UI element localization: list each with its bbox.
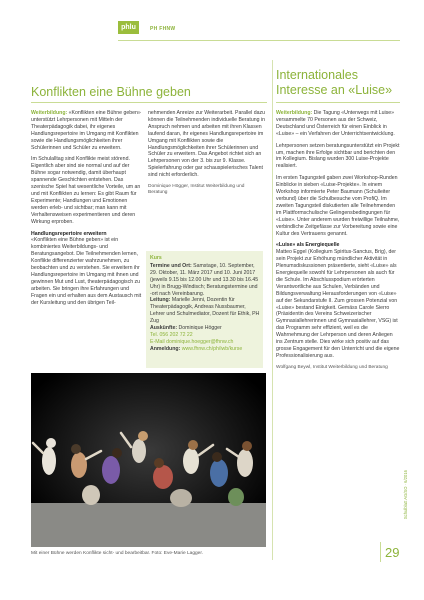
- info-register-link[interactable]: www.fhnw.ch/ph/iwb/kurse: [180, 345, 243, 352]
- course-info-text: [150, 255, 260, 365]
- paragraph: Im Schulalltag sind Konflikte meist störend. Eigentlich aber sind sie normal und auf der Bühne sogar notwendig, damit überhaupt spannende Geschichten entstehen. Das szenische Spiel hat wesentliche Vorteile, um an und mit Konflikten zu lernen: Es gibt Raum für Experimente; Handlungen und Emotionen werden erleb- und sichtbar; man kann mit Verhaltensweisen experimentieren und deren Wirkung erproben.: [31, 156, 141, 225]
- info-contact-text: Dominique Högger: [177, 325, 222, 332]
- lead-paragraph: [276, 110, 400, 138]
- side-label: Schulblatt AG/SO · 6/2016: [403, 470, 408, 520]
- logo: phlu: [118, 21, 139, 34]
- right-title-line1: Internationales: [276, 68, 359, 82]
- course-info-box: [146, 251, 263, 368]
- photo-caption: Mit einer Bühne werden Konflikte sicht- und bearbeitbar. Foto: Eve-Marie Lagger.: [31, 551, 203, 556]
- paragraph: Matteo Eggel (Kollegium Spiritus-Sanctus, Brig), der sein Projekt zur Erhöhung mündlicher Aktivität in Plenumsdiskussionen präsentierte, sieht «Luise» als Energiequelle sowohl für Lehrpersonen als auch für die Schule. Im Abschlusspodium erörterten Verantwortliche aus Schulen, Verbänden und Bildungsverwaltung Herausforderungen von «Luise» auf der Sekundarstufe II. Zum grossen Potenzial von «Luise» bestand Einigkeit. Gemäss Carole Sierro (Präsidentin des Vereins Schweizerischer Gymnasiallehrerinnen und Gymnasiallehrer, VSG) ist das Programm sehr effizient, weil es die Wahrnehmung der Lehrperson und deren Anliegen ins Zentrum stelle. Dies wirke sich positiv auf das grosse Engagement für den Unterricht und die eigene Professionalisierung aus.: [276, 249, 400, 359]
- lead-paragraph: [31, 110, 143, 151]
- info-dates-text: Samstage, 10. September, 29. Oktober, 11. März 2017 und 10. Juni 2017 (jeweils 9.15 bis 12.00 Uhr und 13.30 bis 16.45 Uhr) in Brugg-Windisch; Beratungstermine und -ort nach Vereinbarung.: [150, 262, 259, 297]
- info-register-label: Anmeldung:: [150, 345, 181, 352]
- info-lead-label: Leitung:: [150, 297, 171, 304]
- info-lead-text: Marielle Jenni, Dozentin für Theaterpädagogik, Andreas Nussbaumer, Lehrer und Schulmediator, Dozent für Ethik, PH Zug: [150, 297, 260, 325]
- paragraph: Lehrpersonen setzen beratungsunterstützt ein Projekt um, machen ihre Erfolge sichtbar und berichten den im Kollegium. Bislang wurden 300 Luise-Projekte realisiert.: [276, 142, 400, 170]
- lead-text: Die Tagung «Unterwegs mit Luise» versammelte 70 Personen aus der Schweiz, Deutschland und Österreich für einen Einblick in «Luise» – ein Verfahren der Unterrichtsentwicklung.: [276, 110, 395, 137]
- paragraph: Im ersten Tagungsteil gaben zwei Workshop-Runden Einblicke in sieben «Luise-Projekte». In einem Workshop informierte Peter Baumann (Schulleiter verbund) über die Schulbesuche vom ProfiQ. Im zweiten Tagungsteil diskutierten alle Teilnehmenden im Plattformschulische Gelingensbedingungen für «Luise». Unter anderem wurden freiwillige Teilnahme, verbindliche Zeitgefässe zur Vorbereitung sowie eine Kultur des Vertrauens genannt.: [276, 175, 400, 237]
- info-heading: Kurs: [150, 255, 162, 261]
- subheading: Handlungsrepertoire erweitern: [31, 230, 107, 237]
- info-contact-label: Auskünfte:: [150, 325, 178, 332]
- info-dates-label: Termine und Ort:: [150, 262, 192, 269]
- section-label: PH FHNW: [150, 26, 176, 32]
- page-number-rule: [380, 542, 381, 562]
- paragraph: nehmenden Anreize zur Weiterarbeit. Parallel dazu können die Teilnehmenden individuelle Beratung in Anspruch nehmen und arbeiten mit ihren Klassen laufend daran, ihr eigenes Handlungsrepertoire im Umgang mit Konflikten sowie die Handlungsmöglichkeiten ihrer Schülerinnen und Schüler zu erweitern. Das Angebot richtet sich an Lehrpersonen von der 3. bis zur 9. Klasse. Spielerfahrung oder gar schauspielerisches Talent sind nicht erforderlich.: [148, 110, 265, 179]
- left-title-rule: [31, 102, 267, 103]
- info-lead: [150, 297, 260, 325]
- page-number: 29: [385, 545, 400, 560]
- info-contact: [150, 325, 260, 332]
- right-title-line2: Interesse an «Luise»: [276, 83, 393, 97]
- subheading: «Luise» als Energiequelle: [276, 242, 340, 249]
- lead-text: «Konflikten eine Bühne geben» unterstützt Lehrpersonen mit Mitteln der Theaterpädagogik dabei, ihr eigenes Handlungsrepertoire im Umgang mit Konflikten sowie die Handlungsmöglichkeiten ihrer Schülerinnen und Schüler zu erweitern.: [31, 110, 141, 151]
- info-register: [150, 346, 260, 353]
- stage-photo-illustration: [31, 373, 266, 547]
- right-column: [276, 110, 400, 555]
- left-article-title: Konflikten eine Bühne geben: [31, 85, 191, 99]
- left-column-2: [148, 110, 265, 252]
- info-dates: [150, 263, 260, 298]
- top-rule: [118, 40, 400, 41]
- right-article-title: [276, 68, 392, 98]
- lead-label: Weiterbildung:: [31, 110, 68, 116]
- paragraph: «Konflikten eine Bühne geben» ist ein kombiniertes Weiterbildungs- und Beratungsangebot. Die Teilnehmenden lernen, Konflikte differenzierter wahrzunehmen, zu beobachten und zu verstehen. Sie erweitern ihr Handlungsrepertoire im Umgang mit ihnen und gewinnen Mut und Lust, theaterpädagogisch zu arbeiten. Sie bringen ihre Erfahrungen und Fragen ein und erhalten aus dem Austausch mit der Kursleitung und den übrigen Teil-: [31, 237, 142, 306]
- author-signature: Dominique Högger, Institut Weiterbildung und Beratung: [148, 184, 245, 196]
- info-phone: Tel. 056 202 72 22: [150, 331, 193, 338]
- stage-photo: [31, 373, 266, 547]
- info-email-link[interactable]: E-Mail dominique.hoegger@fhnw.ch: [150, 338, 234, 345]
- lead-label: Weiterbildung:: [276, 110, 313, 116]
- right-title-rule: [276, 102, 400, 103]
- left-column-1: [31, 110, 143, 368]
- column-divider: [272, 60, 273, 560]
- author-signature: Wolfgang Beywl, Institut Weiterbildung und Beratung: [276, 364, 388, 370]
